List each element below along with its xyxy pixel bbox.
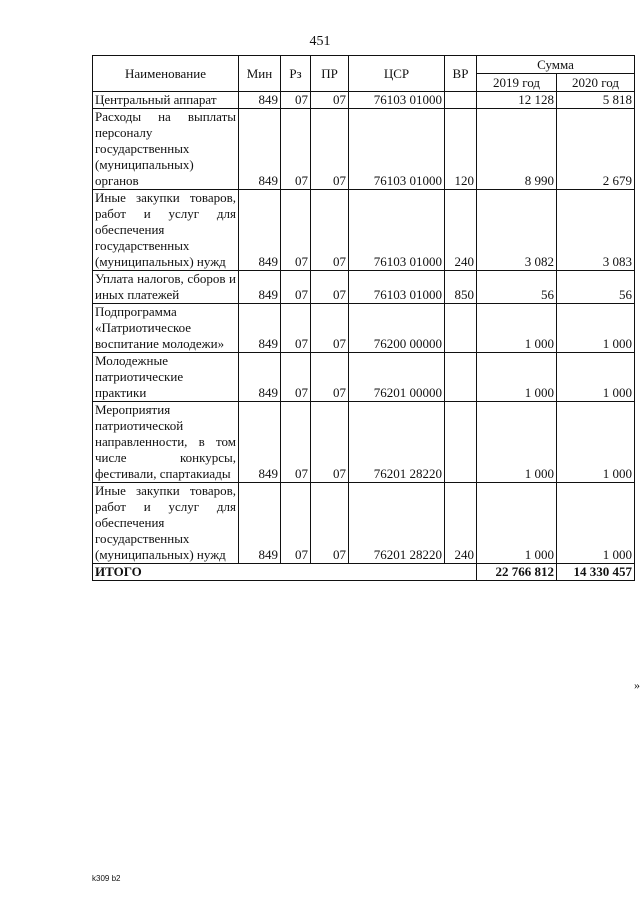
header-min: Мин bbox=[239, 56, 281, 92]
cell-y2019: 1 000 bbox=[477, 402, 557, 483]
cell-pr: 07 bbox=[311, 109, 349, 190]
cell-vr bbox=[445, 353, 477, 402]
table-row bbox=[93, 353, 635, 402]
cell-pr: 07 bbox=[311, 304, 349, 353]
cell-vr bbox=[445, 304, 477, 353]
cell-y2019: 1 000 bbox=[477, 483, 557, 564]
page-number: 451 bbox=[309, 34, 331, 49]
cell-vr: 850 bbox=[445, 271, 477, 304]
cell-pr: 07 bbox=[311, 190, 349, 271]
total-row bbox=[93, 564, 635, 581]
cell-name: Иные закупки товаров, работ и услуг для обеспечения государственных (муниципальных) нужд bbox=[93, 190, 239, 271]
cell-csr: 76103 01000 bbox=[349, 190, 445, 271]
table-row bbox=[93, 271, 635, 304]
trailing-quote-mark: » bbox=[634, 678, 640, 692]
cell-y2019: 1 000 bbox=[477, 353, 557, 402]
cell-y2020: 56 bbox=[557, 271, 635, 304]
cell-csr: 76200 00000 bbox=[349, 304, 445, 353]
cell-name: Подпрограмма «Патриотическое воспитание молодежи» bbox=[93, 304, 239, 353]
cell-csr: 76201 00000 bbox=[349, 353, 445, 402]
cell-min: 849 bbox=[239, 190, 281, 271]
table-row bbox=[93, 483, 635, 564]
cell-pr: 07 bbox=[311, 402, 349, 483]
total-label: ИТОГО bbox=[93, 564, 477, 581]
cell-csr: 76201 28220 bbox=[349, 483, 445, 564]
cell-y2020: 1 000 bbox=[557, 304, 635, 353]
cell-y2019: 1 000 bbox=[477, 304, 557, 353]
cell-rz: 07 bbox=[281, 190, 311, 271]
table-row bbox=[93, 402, 635, 483]
cell-min: 849 bbox=[239, 402, 281, 483]
cell-vr: 240 bbox=[445, 483, 477, 564]
cell-rz: 07 bbox=[281, 353, 311, 402]
cell-min: 849 bbox=[239, 483, 281, 564]
cell-name: Расходы на выплаты персоналу государственных (муниципальных) органов bbox=[93, 109, 239, 190]
cell-pr: 07 bbox=[311, 353, 349, 402]
table-row bbox=[93, 109, 635, 190]
cell-csr: 76103 01000 bbox=[349, 271, 445, 304]
cell-min: 849 bbox=[239, 304, 281, 353]
cell-y2019: 12 128 bbox=[477, 92, 557, 109]
table-row bbox=[93, 304, 635, 353]
cell-pr: 07 bbox=[311, 92, 349, 109]
total-2020: 14 330 457 bbox=[557, 564, 635, 581]
cell-rz: 07 bbox=[281, 271, 311, 304]
cell-rz: 07 bbox=[281, 402, 311, 483]
cell-vr: 120 bbox=[445, 109, 477, 190]
cell-rz: 07 bbox=[281, 109, 311, 190]
cell-rz: 07 bbox=[281, 483, 311, 564]
cell-y2019: 3 082 bbox=[477, 190, 557, 271]
cell-csr: 76201 28220 bbox=[349, 402, 445, 483]
table-row bbox=[93, 92, 635, 109]
header-csr: ЦСР bbox=[349, 56, 445, 92]
cell-min: 849 bbox=[239, 271, 281, 304]
cell-vr bbox=[445, 402, 477, 483]
header-pr: ПР bbox=[311, 56, 349, 92]
footer-code: k309 b2 bbox=[92, 874, 121, 883]
header-vr: ВР bbox=[445, 56, 477, 92]
cell-csr: 76103 01000 bbox=[349, 109, 445, 190]
cell-pr: 07 bbox=[311, 271, 349, 304]
cell-vr: 240 bbox=[445, 190, 477, 271]
header-rz: Рз bbox=[281, 56, 311, 92]
header-sum: Сумма bbox=[477, 56, 635, 74]
cell-name: Центральный аппарат bbox=[93, 92, 239, 109]
cell-min: 849 bbox=[239, 353, 281, 402]
cell-name: Иные закупки товаров, работ и услуг для обеспечения государственных (муниципальных) нужд bbox=[93, 483, 239, 564]
cell-y2020: 1 000 bbox=[557, 483, 635, 564]
cell-y2020: 2 679 bbox=[557, 109, 635, 190]
cell-y2019: 56 bbox=[477, 271, 557, 304]
cell-rz: 07 bbox=[281, 304, 311, 353]
cell-min: 849 bbox=[239, 92, 281, 109]
header-name: Наименование bbox=[93, 56, 239, 92]
cell-name: Мероприятия патриотической направленности, в том числе конкурсы, фестивали, спартакиады bbox=[93, 402, 239, 483]
cell-pr: 07 bbox=[311, 483, 349, 564]
header-year-2020: 2020 год bbox=[557, 74, 635, 92]
cell-name: Молодежные патриотические практики bbox=[93, 353, 239, 402]
table-row bbox=[93, 190, 635, 271]
cell-y2020: 3 083 bbox=[557, 190, 635, 271]
cell-y2020: 1 000 bbox=[557, 402, 635, 483]
cell-y2019: 8 990 bbox=[477, 109, 557, 190]
budget-table bbox=[92, 55, 635, 581]
cell-name: Уплата налогов, сборов и иных платежей bbox=[93, 271, 239, 304]
cell-y2020: 5 818 bbox=[557, 92, 635, 109]
cell-vr bbox=[445, 92, 477, 109]
header-year-2019: 2019 год bbox=[477, 74, 557, 92]
cell-rz: 07 bbox=[281, 92, 311, 109]
cell-min: 849 bbox=[239, 109, 281, 190]
cell-csr: 76103 01000 bbox=[349, 92, 445, 109]
cell-y2020: 1 000 bbox=[557, 353, 635, 402]
total-2019: 22 766 812 bbox=[477, 564, 557, 581]
